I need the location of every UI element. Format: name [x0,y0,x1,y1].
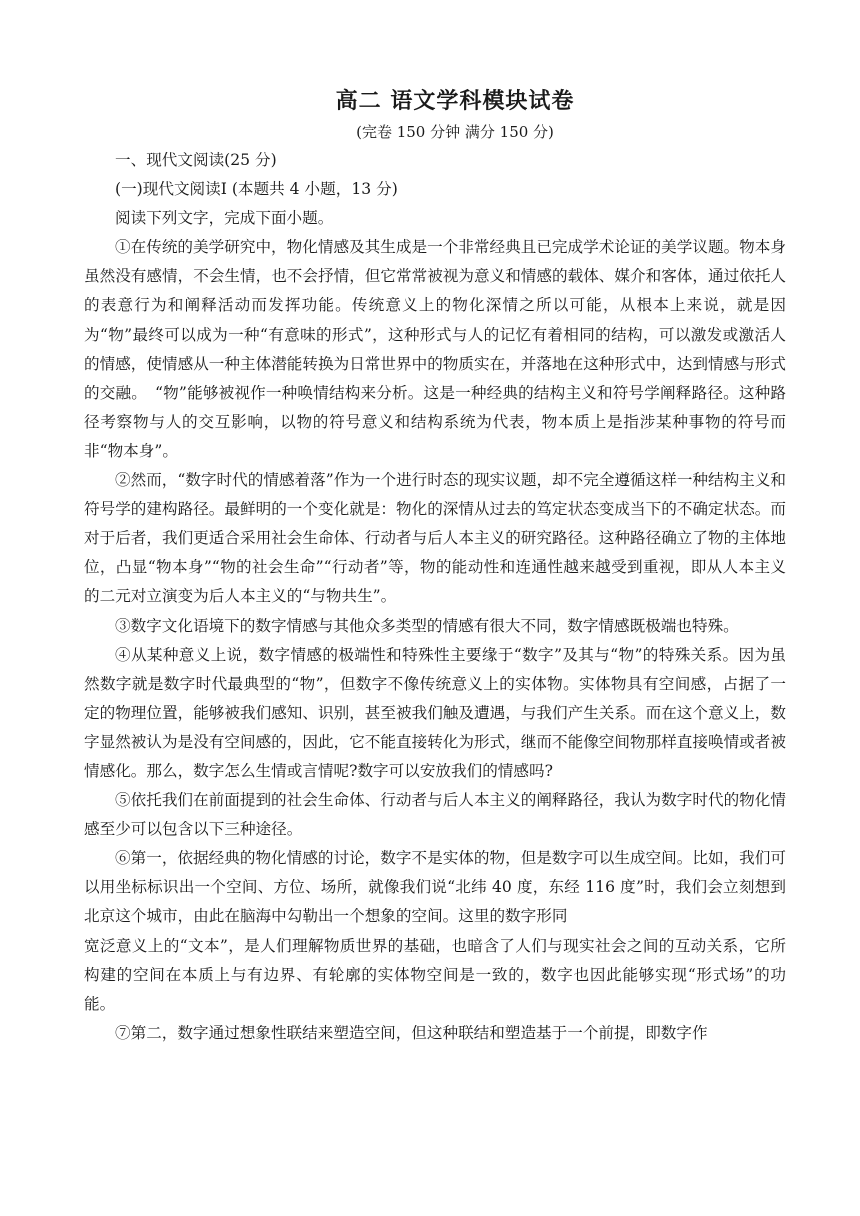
passage-paragraph-2: ②然而，“数字时代的情感着落”作为一个进行时态的现实议题，却不完全遵循这样一种结构主义和符号学的建构路径。最鲜明的一个变化就是：物化的深情从过去的笃定状态变成当下的不确定状态。而对于后者，我们更适合采用社会生命体、行动者与后人本主义的研究路径。这种路径确立了物的主体地位，凸显“物本身”“物的社会生命”“行动者”等，物的能动性和连通性越来越受到重视，即从人本主义的二元对立演变为后人本主义的“与物共生”。 [84,471,786,606]
reading-instruction: 阅读下列文字，完成下面小题。 [115,209,334,228]
passage-paragraph-5: ⑤依托我们在前面提到的社会生命体、行动者与后人本主义的阐释路径，我认为数字时代的物化情感至少可以包含以下三种途径。 [84,791,786,839]
passage-paragraph-4: ④从某种意义上说，数字情感的极端性和特殊性主要缘于“数字”及其与“物”的特殊关系。因为虽然数字就是数字时代最典型的“物”，但数字不像传统意义上的实体物。实体物具有空间感，占据了一定的物理位置，能够被我们感知、识别，甚至被我们触及遭遇，与我们产生关系。而在这个意义上，数字显然被认为是没有空间感的，因此，它不能直接转化为形式，继而不能像空间物那样直接唤情或者被情感化。那么，数字怎么生情或言情呢?数字可以安放我们的情感吗? [84,645,786,780]
section-subheading: (一)现代文阅读Ⅰ (本题共 4 小题，13 分) [115,180,398,199]
passage-paragraph-7: ⑦第二，数字通过想象性联结来塑造空间，但这种联结和塑造基于一个前提，即数字作 [115,1023,708,1042]
passage-paragraph-6-part-1: ⑥第一，依据经典的物化情感的讨论，数字不是实体的物，但是数字可以生成空间。比如，我们可以用坐标标识出一个空间、方位、场所，就像我们说“北纬 40 度，东经 116 度”时，我们会立刻想到北京这个城市，由此在脑海中勾勒出一个想象的空间。这里的数字形同 [84,849,786,926]
passage-paragraph-1: ①在传统的美学研究中，物化情感及其生成是一个非常经典且已完成学术论证的美学议题。物本身虽然没有感情，不会生情，也不会抒情，但它常常被视为意义和情感的载体、媒介和客体，通过依托人的表意行为和阐释活动而发挥功能。传统意义上的物化深情之所以可能，从根本上来说，就是因为“物”最终可以成为一种“有意味的形式”，这种形式与人的记忆有着相同的结构，可以激发或激活人的情感，使情感从一种主体潜能转换为日常世界中的物质实在，并落地在这种形式中，达到情感与形式的交融。 “物”能够被视作一种唤情结构来分析。这是一种经典的结构主义和符号学阐释路径。这种路径考察物与人的交互影响，以物的符号意义和结构系统为代表，物本质上是指涉某种事物的符号而非“物本身”。 [84,238,786,460]
passage-paragraph-6-part-2: 宽泛意义上的“文本”，是人们理解物质世界的基础，也暗含了人们与现实社会之间的互动关系，它所构建的空间在本质上与有边界、有轮廓的实体物空间是一致的，数字也因此能够实现“形式场”的功能。 [84,936,786,1013]
exam-body [84,146,786,1048]
exam-title: 高二 语文学科模块试卷 [335,89,575,114]
section-heading: 一、现代文阅读(25 分) [115,151,277,169]
exam-subtitle: (完卷 150 分钟 满分 150 分) [356,123,554,141]
passage-paragraph-3: ③数字文化语境下的数字情感与其他众多类型的情感有很大不同，数字情感既极端也特殊。 [115,616,739,635]
